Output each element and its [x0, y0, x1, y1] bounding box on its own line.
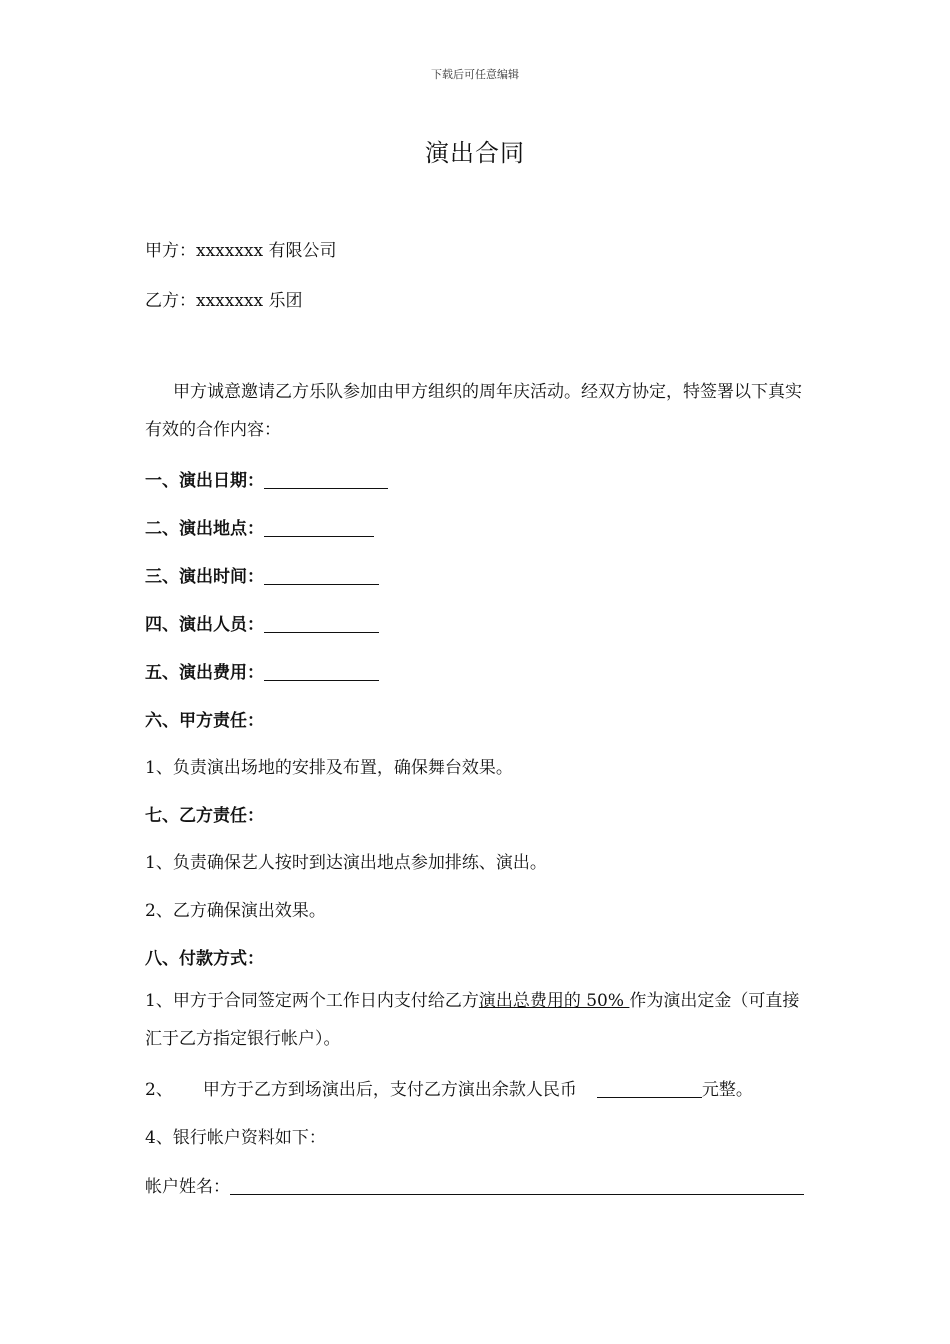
section8-p1-post: 作为演出定金（可直接汇于乙方指定银行帐户）。	[145, 991, 800, 1049]
item-fee-label: 五、演出费用：	[145, 663, 264, 683]
amount-blank	[597, 1079, 702, 1098]
section8-p4: 4、银行帐户资料如下：	[145, 1128, 326, 1148]
fee-blank	[264, 662, 379, 681]
section8-p1-underlined: 演出总费用的 50%	[478, 991, 630, 1011]
item-people-label: 四、演出人员：	[145, 615, 264, 635]
date-blank	[264, 470, 388, 489]
section8-heading: 八、付款方式：	[145, 949, 264, 969]
section8-p2	[145, 1075, 753, 1100]
section8-p1	[145, 982, 810, 1058]
item-date	[145, 466, 388, 491]
section8-p2-text: 甲方于乙方到场演出后，支付乙方演出余款人民币	[202, 1080, 577, 1100]
account-name-row	[145, 1172, 804, 1197]
item-people	[145, 610, 379, 635]
section7-p2: 2、乙方确保演出效果。	[145, 901, 326, 921]
section6-p1: 1、负责演出场地的安排及布置，确保舞台效果。	[145, 758, 513, 778]
item-fee	[145, 658, 379, 683]
section8-p2-end: 元整。	[701, 1080, 753, 1100]
account-name-label: 帐户姓名：	[145, 1177, 230, 1197]
place-blank	[264, 518, 374, 537]
section6-heading: 六、甲方责任：	[145, 711, 264, 731]
section7-heading: 七、乙方责任：	[145, 806, 264, 826]
people-blank	[264, 614, 379, 633]
account-name-blank	[230, 1176, 804, 1195]
time-blank	[264, 566, 379, 585]
party-b: 乙方：xxxxxxx 乐团	[145, 291, 303, 311]
item-place-label: 二、演出地点：	[145, 519, 264, 539]
item-time	[145, 562, 379, 587]
intro-paragraph: 甲方诚意邀请乙方乐队参加由甲方组织的周年庆活动。经双方协定，特签署以下真实有效的合作内容：	[145, 382, 802, 440]
item-time-label: 三、演出时间：	[145, 567, 264, 587]
page-title: 演出合同	[425, 139, 525, 167]
item-date-label: 一、演出日期：	[145, 471, 264, 491]
item-place	[145, 514, 374, 539]
section8-p2-num: 2、	[145, 1080, 173, 1100]
header-note: 下载后可任意编辑	[431, 68, 519, 81]
section7-p1: 1、负责确保艺人按时到达演出地点参加排练、演出。	[145, 853, 547, 873]
section8-p1-pre: 1、甲方于合同签定两个工作日内支付给乙方	[145, 991, 479, 1011]
party-a: 甲方：xxxxxxx 有限公司	[145, 241, 337, 261]
